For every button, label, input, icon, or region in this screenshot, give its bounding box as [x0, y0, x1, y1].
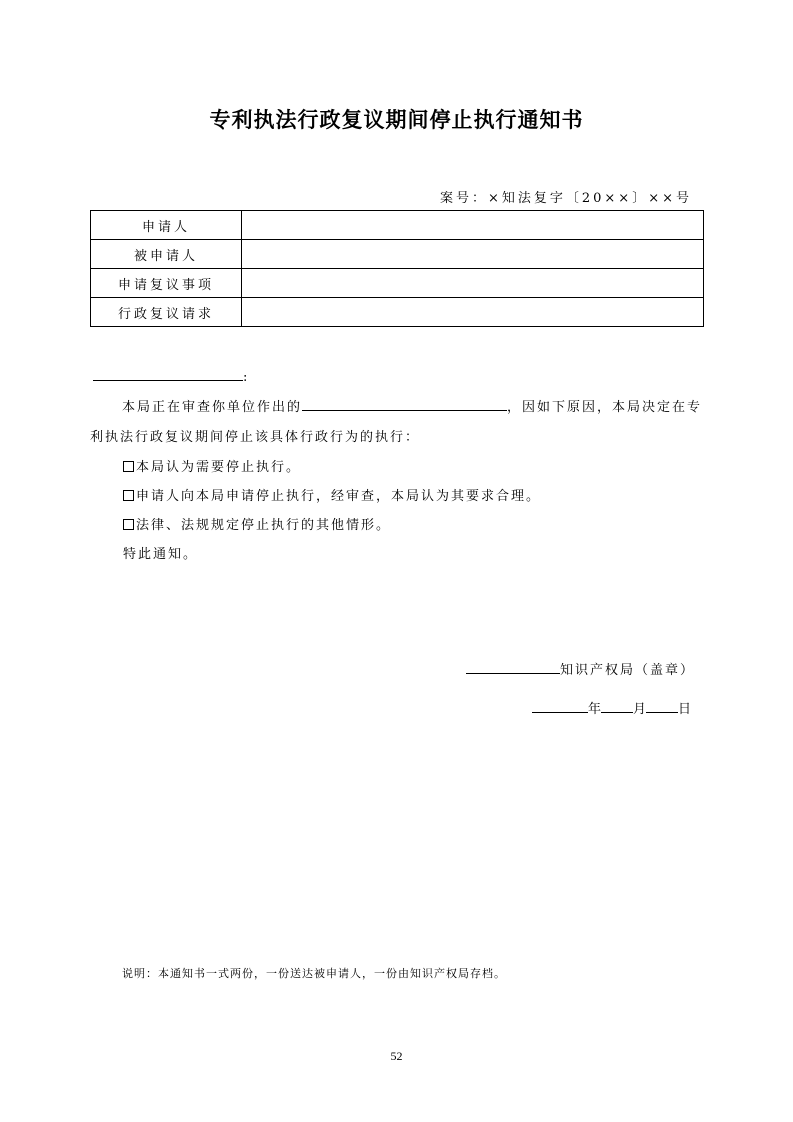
year-label: 年 — [588, 702, 602, 717]
case-number: 案号：×知法复字〔20××〕××号 — [439, 191, 692, 206]
month-label: 月 — [633, 702, 647, 717]
respondent-label: 被申请人 — [91, 240, 242, 269]
option-3 — [123, 514, 391, 533]
table-row — [91, 298, 704, 327]
table-row — [91, 269, 704, 298]
option-2 — [123, 485, 541, 504]
addressee-line — [93, 366, 249, 385]
signature-org-line — [466, 659, 695, 678]
page-number: 52 — [390, 1049, 403, 1063]
info-table — [90, 210, 704, 327]
option-1 — [123, 456, 301, 475]
checkbox-icon[interactable] — [123, 490, 134, 501]
closing-text: 特此通知。 — [123, 547, 199, 562]
applicant-label: 申请人 — [91, 211, 242, 240]
table-row — [91, 211, 704, 240]
option-3-label: 法律、法规规定停止执行的其他情形。 — [136, 518, 392, 533]
table-row — [91, 240, 704, 269]
review-matter-field[interactable] — [242, 269, 704, 298]
option-2-label: 申请人向本局申请停止执行，经审查，本局认为其要求合理。 — [136, 489, 542, 504]
signature-org: 知识产权局（盖章） — [560, 663, 696, 678]
review-request-field[interactable] — [242, 298, 704, 327]
decision-blank[interactable] — [302, 396, 507, 411]
review-request-label: 行政复议请求 — [91, 298, 242, 327]
paragraph-1-text-b: ，因如下原因，本局决定在专 — [507, 400, 703, 415]
paragraph-1-line-1 — [122, 396, 702, 415]
date-line — [532, 698, 691, 717]
document-title: 专利执法行政复议期间停止执行通知书 — [209, 108, 584, 132]
paragraph-1-line-2: 利执法行政复议期间停止该具体行政行为的执行： — [90, 430, 421, 445]
checkbox-icon[interactable] — [123, 461, 134, 472]
month-blank[interactable] — [601, 698, 633, 713]
respondent-field[interactable] — [242, 240, 704, 269]
paragraph-1-text-a: 本局正在审查你单位作出的 — [122, 400, 303, 415]
day-label: 日 — [678, 702, 692, 717]
day-blank[interactable] — [646, 698, 678, 713]
applicant-field[interactable] — [242, 211, 704, 240]
addressee-blank[interactable] — [93, 366, 243, 381]
footnote: 说明：本通知书一式两份，一份送达被申请人，一份由知识产权局存档。 — [122, 967, 506, 980]
checkbox-icon[interactable] — [123, 519, 134, 530]
org-name-blank[interactable] — [466, 659, 560, 674]
addressee-colon: : — [243, 370, 250, 385]
review-matter-label: 申请复议事项 — [91, 269, 242, 298]
option-1-label: 本局认为需要停止执行。 — [136, 460, 302, 475]
year-blank[interactable] — [532, 698, 588, 713]
